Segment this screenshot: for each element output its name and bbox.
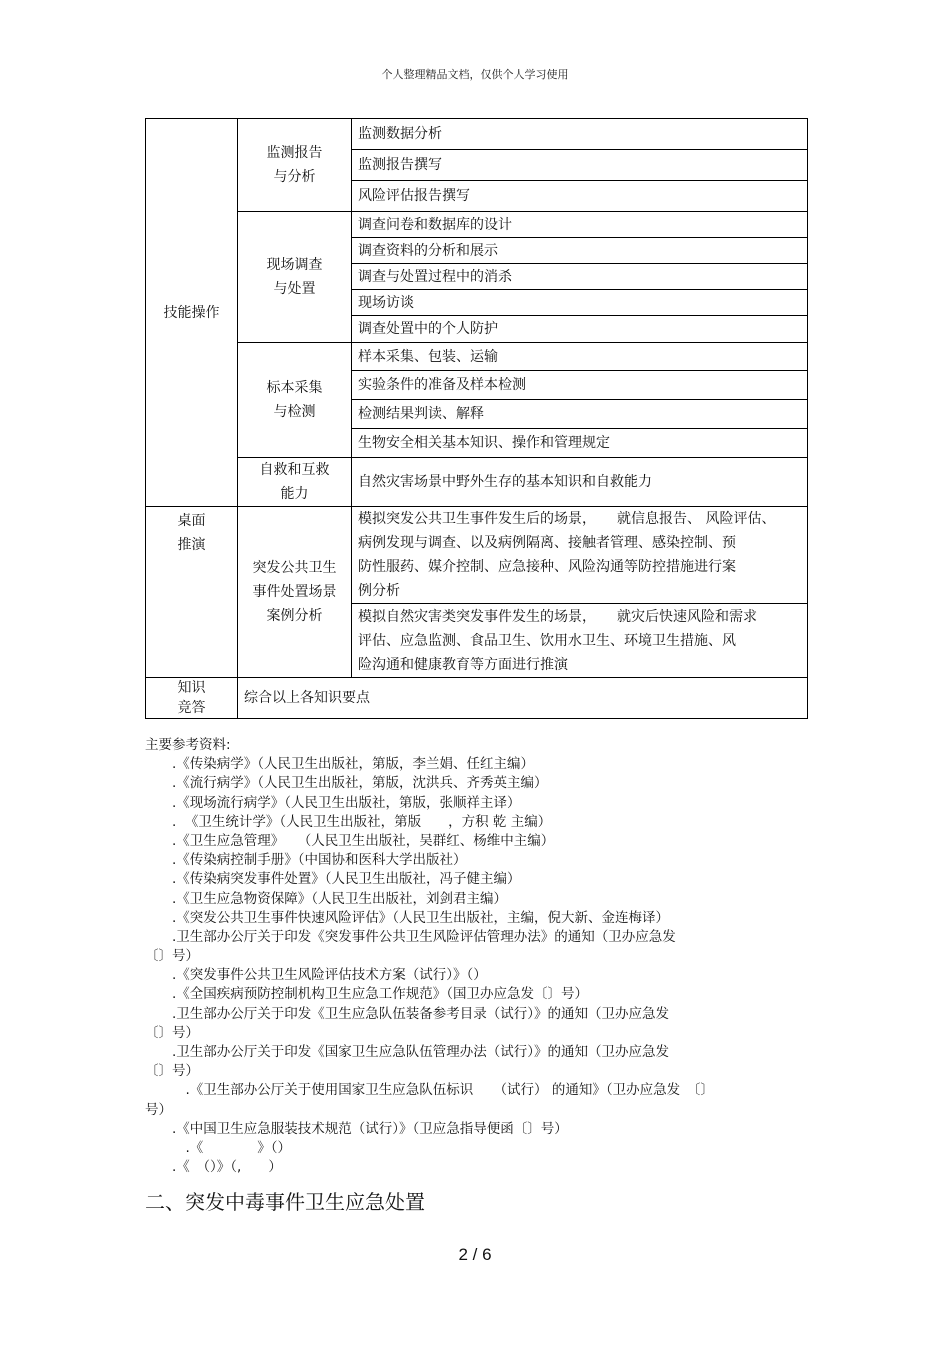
reference-line: .《现场流行病学》（人民卫生出版社，第版，张顺祥主译） [145,794,521,811]
page-header: 个人整理精品文档，仅供个人学习使用 [381,68,569,81]
page-number: 2 / 6 [458,1245,492,1264]
table-cell: 检测结果判读、解释 [352,400,808,429]
reference-line: .《突发事件公共卫生风险评估技术方案（试行）》（） [145,967,487,984]
reference-line: .《全国疾病预防控制机构卫生应急工作规范》（国卫办应急发〔〕号） [145,986,589,1003]
table-cell: 调查与处置过程中的消杀 [352,264,808,290]
subcat-field: 现场调查 与处置 [238,212,352,343]
references-title: 主要参考资料: [145,737,231,753]
references [145,736,810,1177]
reference-line: .《 （）》（, ） [145,1159,282,1176]
reference-line: 〔〕号） [145,1024,199,1041]
table-cell: 综合以上各知识要点 [238,678,808,719]
table-cell: 生物安全相关基本知识、操作和管理规定 [352,429,808,458]
reference-line: .《卫生应急物资保障》（人民卫生出版社，刘剑君主编） [145,890,508,907]
table-cell: 自然灾害场景中野外生存的基本知识和自救能力 [352,458,808,507]
table-cell: 风险评估报告撰写 [352,181,808,212]
training-content-table [145,118,808,719]
reference-line: . 《卫生统计学》（人民卫生出版社，第版 ，方积 乾 主编） [145,813,552,830]
reference-line: .《流行病学》（人民卫生出版社，第版，沈洪兵、齐秀英主编） [145,775,548,792]
table-cell: 模拟突发公共卫生事件发生后的场景， 就信息报告、 风险评估、 病例发现与调查、以及病例隔离、接触者管理、感染控制、预 防性服药、媒介控制、应急接种、风险沟通等防控措施进行案 例分析 [352,507,808,604]
table-cell: 监测数据分析 [352,119,808,150]
reference-line: .《卫生部办公厅关于使用国家卫生应急队伍标识 （试行） 的通知》（卫办应急发 〔〕 [145,1082,714,1099]
table-cell: 监测报告撰写 [352,150,808,181]
subcat-sample: 标本采集 与检测 [238,343,352,458]
reference-line: 号） [145,1101,172,1118]
section-title: 二、突发中毒事件卫生应急处置 [145,1190,425,1214]
reference-line: .卫生部办公厅关于印发《国家卫生应急队伍管理办法（试行）》的通知（卫办应急发 [145,1044,670,1060]
reference-line: .《传染病控制手册》（中国协和医科大学出版社） [145,852,467,869]
reference-list [145,755,810,1177]
table-cell: 实验条件的准备及样本检测 [352,371,808,400]
category-skill: 技能操作 [146,119,238,507]
subcat-scenario: 突发公共卫生 事件处置场景 案例分析 [238,507,352,678]
subcat-rescue: 自救和互救 能力 [238,458,352,507]
reference-line: .《传染病突发事件处置》（人民卫生出版社，冯子健主编） [145,871,521,888]
reference-line: .卫生部办公厅关于印发《突发事件公共卫生风险评估管理办法》的通知（卫办应急发 [145,928,676,945]
table-cell: 调查资料的分析和展示 [352,238,808,264]
category-desktop: 桌面 推演 [146,507,238,678]
reference-line: .《传染病学》（人民卫生出版社，第版，李兰娟、任红主编） [145,756,535,773]
reference-line: .《 》（） [145,1139,292,1156]
reference-line: 〔〕号） [145,948,199,965]
reference-line: 〔〕号） [145,1063,199,1080]
table-cell: 样本采集、包装、运输 [352,343,808,371]
reference-line: .卫生部办公厅关于印发《卫生应急队伍装备参考目录（试行）》的通知（卫办应急发 [145,1005,670,1022]
table-cell: 现场访谈 [352,290,808,316]
table-cell: 调查处置中的个人防护 [352,316,808,343]
reference-line: .《中国卫生应急服装技术规范（试行）》（卫应急指导便函〔〕号） [145,1120,568,1137]
table-cell: 调查问卷和数据库的设计 [352,212,808,238]
table-cell: 模拟自然灾害类突发事件发生的场景， 就灾后快速风险和需求 评估、应急监测、食品卫生、饮用水卫生、环境卫生措施、风 险沟通和健康教育等方面进行推演 [352,604,808,678]
subcat-monitoring: 监测报告 与分析 [238,119,352,212]
category-knowledge: 知识 竞答 [146,678,238,719]
reference-line: .《卫生应急管理》 （人民卫生出版社，吴群红、杨维中主编） [145,832,555,849]
reference-line: .《突发公共卫生事件快速风险评估》（人民卫生出版社，主编，倪大新、金连梅译） [145,909,670,926]
